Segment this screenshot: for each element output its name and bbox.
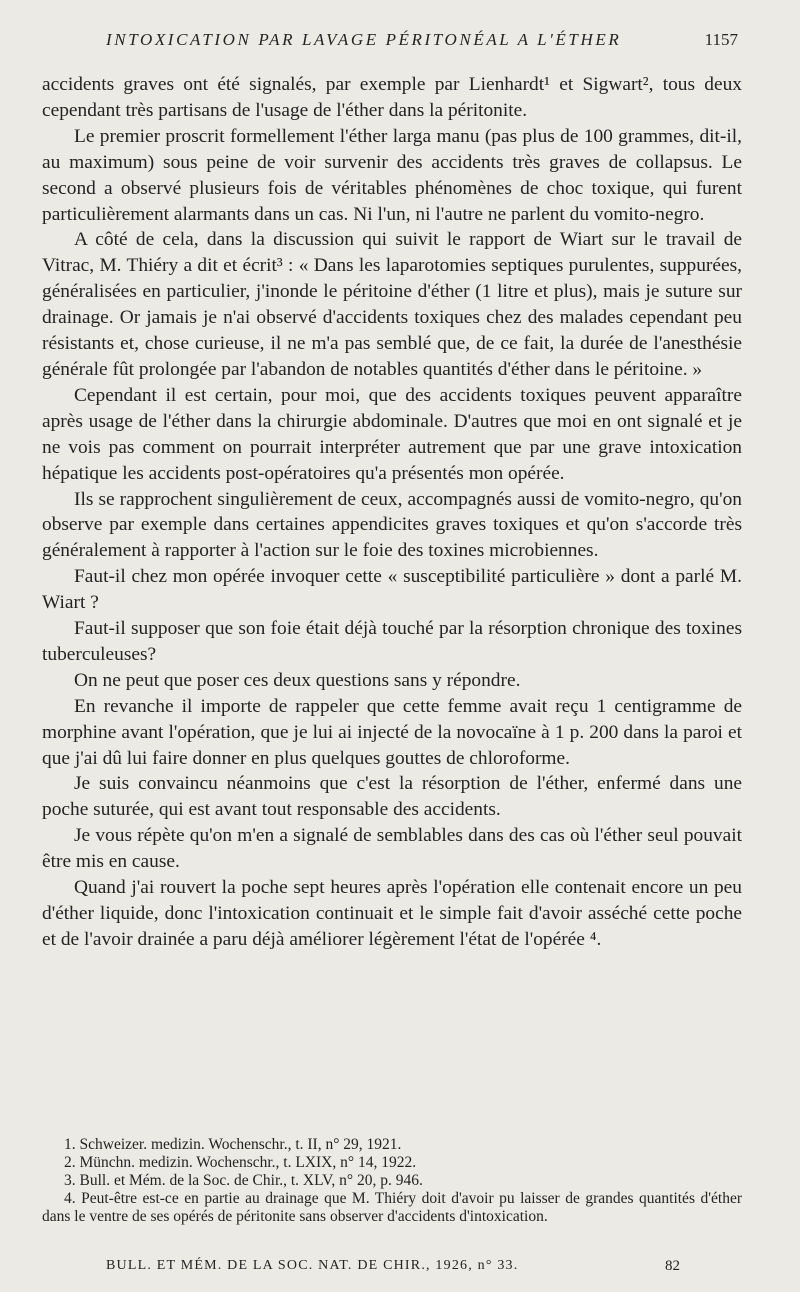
paragraph: Je suis convaincu néanmoins que c'est la résorption de l'éther, enfermé dans une poche suturée, qui est avant tout responsable des accidents. bbox=[42, 773, 742, 821]
paragraph: On ne peut que poser ces deux questions sans y répondre. bbox=[74, 669, 521, 691]
paragraph: Quand j'ai rouvert la poche sept heures après l'opération elle contenait encore un peu d'éther liquide, donc l'intoxication continuait et le simple fait d'avoir asséché cette poche et de l'avoir drainée a paru déjà améliorer légèrement l'état de l'opérée ⁴. bbox=[42, 877, 742, 950]
paragraph: En revanche il importe de rappeler que cette femme avait reçu 1 centigramme de morphine avant l'opération, que je lui ai injecté de la novocaïne à 1 p. 200 dans la paroi et que j'ai dû lui faire donner en plus quelques gouttes de chloroforme. bbox=[42, 695, 742, 769]
paragraph: Le premier proscrit formellement l'éther larga manu (pas plus de 100 grammes, dit-il, au maximum) sous peine de voir survenir des accidents très graves de collapsus. Le second a observé plusieurs fois de véritables phénomènes de choc toxique, qui furent particulièrement alarmants dans un cas. Ni l'un, ni l'autre ne parlent du vomito-negro. bbox=[42, 125, 742, 225]
paragraph: Faut-il supposer que son foie était déjà touché par la résorption chronique des toxines tuberculeuses? bbox=[42, 618, 742, 665]
footnote: 1. Schweizer. medizin. Wochenschr., t. II, n° 29, 1921. bbox=[64, 1136, 402, 1153]
footnotes bbox=[42, 1136, 742, 1226]
page-number: 1157 bbox=[704, 30, 738, 49]
footnote: 4. Peut-être est-ce en partie au drainage que M. Thiéry doit d'avoir pu laisser de grandes quantités d'éther dans le ventre de ses opérés de péritonite sans observer d'accidents d'intoxication. bbox=[42, 1190, 742, 1225]
paragraph: accidents graves ont été signalés, par exemple par Lienhardt¹ et Sigwart², tous deux cependant très partisans de l'usage de l'éther dans la péritonite. bbox=[42, 74, 742, 121]
footnote: 3. Bull. et Mém. de la Soc. de Chir., t. XLV, n° 20, p. 946. bbox=[64, 1172, 423, 1189]
footnote: 2. Münchn. medizin. Wochenschr., t. LXIX, n° 14, 1922. bbox=[64, 1154, 417, 1171]
body-text bbox=[42, 72, 742, 953]
paragraph: Ils se rapprochent singulièrement de ceux, accompagnés aussi de vomito-negro, qu'on observe par exemple dans certaines appendicites graves toxiques et qu'on s'accorde très généralement à rapporter à l'action sur le foie des toxines microbiennes. bbox=[42, 488, 742, 562]
paragraph: Faut-il chez mon opérée invoquer cette « susceptibilité particulière » dont a parlé M. Wiart ? bbox=[42, 566, 742, 614]
paragraph: Je vous répète qu'on m'en a signalé de semblables dans des cas où l'éther seul pouvait être mis en cause. bbox=[42, 825, 742, 873]
paragraph: Cependant il est certain, pour moi, que des accidents toxiques peuvent apparaître après usage de l'éther dans la chirurgie abdominale. D'autres que moi en ont signalé et je ne vois pas comment on pourrait interpréter autrement que par une grave intoxication hépatique les accidents post-opératoires qu'a présentés mon opérée. bbox=[42, 384, 742, 484]
paragraph: A côté de cela, dans la discussion qui suivit le rapport de Wiart sur le travail de Vitrac, M. Thiéry a dit et écrit³ : « Dans les laparotomies septiques purulentes, suppurées, généralisées en particulier, j'inonde le péritoine d'éther (1 litre et plus), mais je suture sur drainage. Or jamais je n'ai observé d'accidents toxiques chez des malades cependant peu résistants et, chose curieuse, il ne m'a pas semblé que, de ce fait, la durée de l'anesthésie générale fût prolongée par l'abandon de notables quantités d'éther dans le péritoine. » bbox=[42, 229, 742, 380]
sheet-number: 82 bbox=[665, 1258, 680, 1274]
running-head bbox=[40, 30, 740, 52]
running-title: INTOXICATION PAR LAVAGE PÉRITONÉAL A L'ÉTHER bbox=[106, 30, 622, 49]
page-footer bbox=[96, 1258, 680, 1278]
footer-citation: BULL. ET MÉM. DE LA SOC. NAT. DE CHIR., 1926, n° 33. bbox=[106, 1258, 519, 1273]
